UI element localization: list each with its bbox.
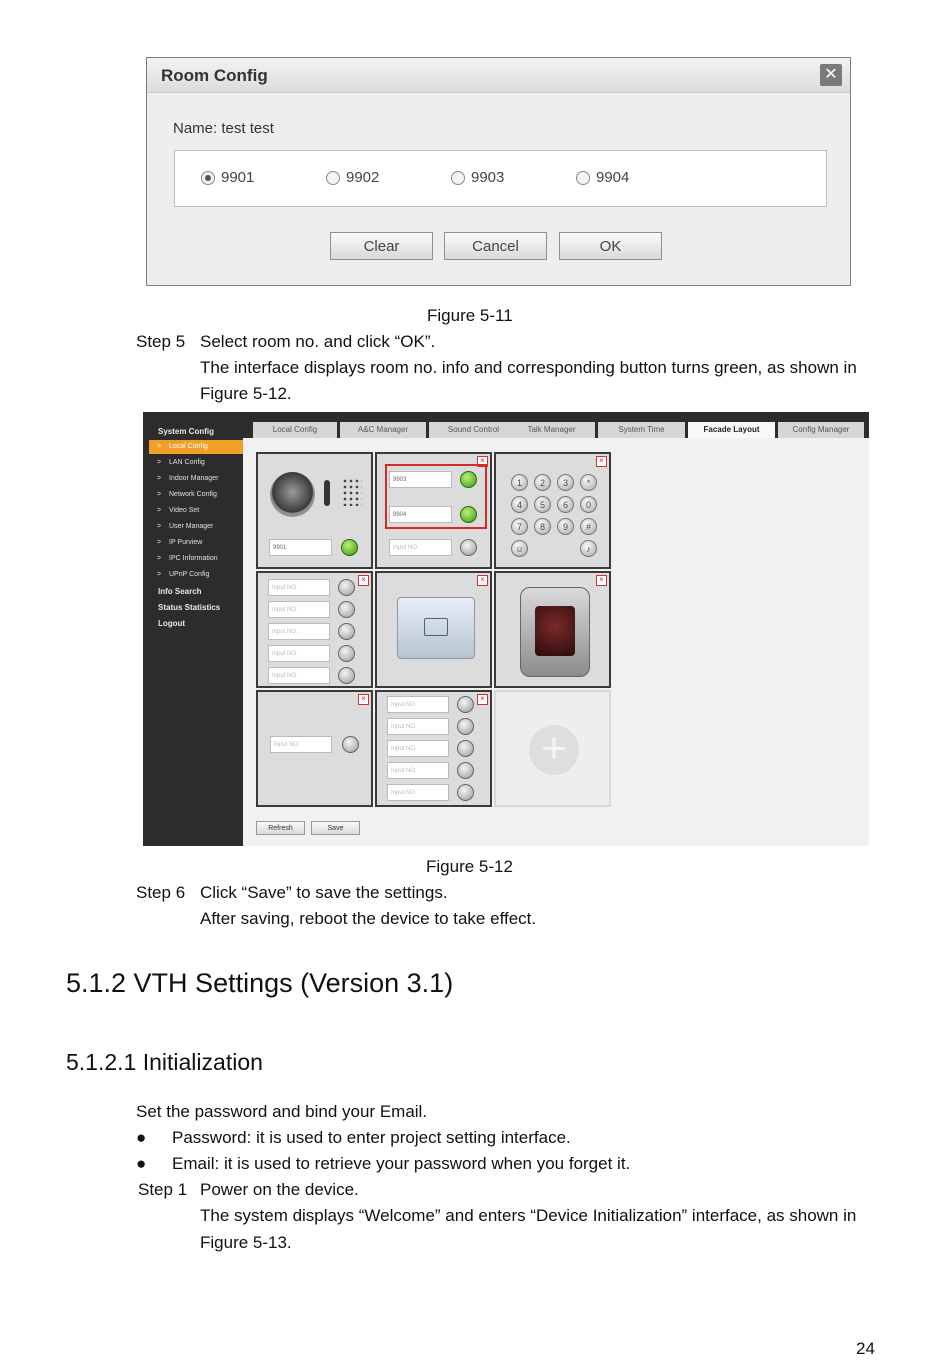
radio-checked-icon: [201, 171, 215, 185]
call-button[interactable]: [460, 539, 477, 556]
room-number-input[interactable]: Input NO.: [387, 718, 449, 735]
button-module-9[interactable]: [375, 690, 492, 807]
room-number-input[interactable]: Input NO.: [389, 539, 452, 556]
keypad-key: #: [580, 518, 597, 535]
radio-unchecked-icon: [326, 171, 340, 185]
close-icon[interactable]: ✕: [820, 64, 842, 86]
remove-icon[interactable]: ×: [477, 575, 488, 586]
step-text: Figure 5-12.: [200, 384, 292, 403]
keypad-key: 9: [557, 518, 574, 535]
tab-facade-layout[interactable]: Facade Layout: [688, 422, 775, 438]
remove-icon[interactable]: ×: [596, 456, 607, 467]
tab-ac-manager[interactable]: A&C Manager: [340, 422, 426, 438]
room-radio-label: 9903: [471, 169, 505, 186]
dialog-title: Room Config: [161, 66, 268, 85]
section-heading: 5.1.2 VTH Settings (Version 3.1): [66, 968, 454, 998]
sidebar-item-upnp-config[interactable]: > UPnP Config: [149, 568, 243, 582]
dialog-header: [147, 58, 850, 93]
keypad-key: 5: [534, 496, 551, 513]
sidebar-item-ip-purview[interactable]: > IP Purview: [149, 536, 243, 550]
room-number-input[interactable]: Input NO.: [268, 645, 330, 662]
name-label: Name: test test: [173, 120, 274, 137]
refresh-button[interactable]: Refresh: [256, 821, 305, 835]
step-label: Step 5: [136, 332, 186, 351]
room-radio-label: 9902: [346, 169, 380, 186]
tab-system-time[interactable]: System Time: [598, 422, 685, 438]
step-text: The interface displays room no. info and corresponding button turns green, as shown in: [200, 358, 857, 377]
bullet-icon: ●: [136, 1154, 147, 1173]
speaker-grille-icon: [342, 478, 362, 506]
call-button[interactable]: [338, 601, 355, 618]
room-number-input[interactable]: Input NO.: [268, 623, 330, 640]
fingerprint-reader-icon: [520, 587, 590, 677]
keypad-module[interactable]: [494, 452, 611, 569]
tab-talk-manager[interactable]: Talk Manager: [508, 422, 595, 438]
call-button[interactable]: [457, 740, 474, 757]
save-button[interactable]: Save: [311, 821, 360, 835]
room-number-input[interactable]: 9903: [389, 471, 452, 488]
tab-sound-control[interactable]: Sound Control: [429, 422, 518, 438]
keypad-key: 8: [534, 518, 551, 535]
user-icon: ☺: [511, 540, 528, 557]
step-text: The system displays “Welcome” and enters “Device Initialization” interface, as shown in: [200, 1206, 857, 1225]
call-button[interactable]: [338, 623, 355, 640]
call-button[interactable]: [460, 506, 477, 523]
room-radio-group: [174, 150, 827, 207]
subsection-heading: 5.1.2.1 Initialization: [66, 1049, 263, 1075]
remove-icon[interactable]: ×: [477, 456, 488, 467]
figure-caption: Figure 5-11: [427, 306, 513, 325]
tab-local-config[interactable]: Local Config: [253, 422, 337, 438]
keypad-key: 7: [511, 518, 528, 535]
step-text: Click “Save” to save the settings.: [200, 883, 448, 902]
keypad-key: 0: [580, 496, 597, 513]
room-radio-label: 9904: [596, 169, 630, 186]
button-module-8[interactable]: [256, 690, 373, 807]
card-icon: [424, 618, 448, 636]
step-text: After saving, reboot the device to take effect.: [200, 909, 537, 928]
keypad-key: 6: [557, 496, 574, 513]
sidebar-group-info-search[interactable]: Info Search: [158, 587, 202, 596]
remove-icon[interactable]: ×: [477, 694, 488, 705]
sidebar-group-logout[interactable]: Logout: [158, 619, 186, 628]
step-label: Step 1: [138, 1180, 188, 1199]
sidebar-item-user-manager[interactable]: > User Manager: [149, 520, 243, 534]
call-button[interactable]: [338, 579, 355, 596]
sidebar-item-ipc-information[interactable]: > IPC Information: [149, 552, 243, 566]
clear-button[interactable]: Clear: [330, 232, 433, 260]
tab-config-manager[interactable]: Config Manager: [778, 422, 864, 438]
keypad-key: 3: [557, 474, 574, 491]
room-number-input[interactable]: Input NO.: [268, 667, 330, 684]
radio-unchecked-icon: [576, 171, 590, 185]
call-button[interactable]: [457, 762, 474, 779]
ok-button[interactable]: OK: [559, 232, 662, 260]
sidebar-item-indoor-manager[interactable]: > Indoor Manager: [149, 472, 243, 486]
room-number-input[interactable]: 9904: [389, 506, 452, 523]
room-radio-9901[interactable]: [201, 169, 254, 186]
fingerprint-module[interactable]: [494, 571, 611, 688]
call-button[interactable]: [342, 736, 359, 753]
bullet-text: Password: it is used to enter project setting interface.: [172, 1128, 571, 1147]
keypad-key: 2: [534, 474, 551, 491]
step-text: Select room no. and click “OK”.: [200, 332, 436, 351]
step-text: Figure 5-13.: [200, 1233, 292, 1252]
button-module-5[interactable]: [256, 571, 373, 688]
call-button[interactable]: [338, 645, 355, 662]
room-number-input[interactable]: Input NO.: [387, 740, 449, 757]
room-number-input[interactable]: Input NO.: [270, 736, 332, 753]
call-button[interactable]: [457, 696, 474, 713]
room-number-input[interactable]: Input NO.: [387, 784, 449, 801]
room-number-input[interactable]: Input NO.: [268, 579, 330, 596]
room-radio-9903[interactable]: [451, 169, 504, 186]
figure-caption: Figure 5-12: [426, 857, 513, 876]
room-radio-9902[interactable]: [326, 169, 379, 186]
call-button[interactable]: [457, 718, 474, 735]
sidebar: [143, 412, 243, 846]
call-button[interactable]: [338, 667, 355, 684]
call-button[interactable]: [457, 784, 474, 801]
room-number-input[interactable]: Input NO.: [268, 601, 330, 618]
room-config-dialog: [146, 57, 851, 286]
room-number-input[interactable]: 9901: [269, 539, 332, 556]
fingerprint-sensor-icon: [535, 606, 575, 656]
bullet-icon: ●: [136, 1128, 147, 1147]
sidebar-item-lan-config[interactable]: > LAN Config: [149, 456, 243, 470]
room-radio-label: 9901: [221, 169, 255, 186]
cancel-button[interactable]: Cancel: [444, 232, 547, 260]
keypad-key: *: [580, 474, 597, 491]
sidebar-group-status-statistics[interactable]: Status Statistics: [158, 603, 221, 612]
plus-icon[interactable]: +: [529, 725, 579, 775]
step-label: Step 6: [136, 883, 186, 902]
page-number: 24: [856, 1339, 875, 1358]
card-reader-module[interactable]: [375, 571, 492, 688]
step-text: Power on the device.: [200, 1180, 359, 1199]
sidebar-item-video-set[interactable]: > Video Set: [149, 504, 243, 518]
card-reader-icon: [397, 597, 475, 659]
room-radio-9904[interactable]: [576, 169, 629, 186]
remove-icon[interactable]: ×: [358, 694, 369, 705]
facade-layout-screenshot: [143, 412, 869, 846]
call-button[interactable]: [460, 471, 477, 488]
call-button[interactable]: [341, 539, 358, 556]
remove-icon[interactable]: ×: [358, 575, 369, 586]
camera-lens-icon: [270, 472, 315, 517]
sidebar-item-network-config[interactable]: > Network Config: [149, 488, 243, 502]
light-sensor-icon: [324, 480, 330, 506]
paragraph: Set the password and bind your Email.: [136, 1102, 428, 1121]
remove-icon[interactable]: ×: [596, 575, 607, 586]
sidebar-group-system-config[interactable]: System Config: [158, 427, 215, 436]
radio-unchecked-icon: [451, 171, 465, 185]
room-number-input[interactable]: Input NO.: [387, 762, 449, 779]
room-number-input[interactable]: Input NO.: [387, 696, 449, 713]
bell-icon: ♪: [580, 540, 597, 557]
bullet-text: Email: it is used to retrieve your password when you forget it.: [172, 1154, 631, 1173]
camera-module[interactable]: [256, 452, 373, 569]
add-module-slot[interactable]: [494, 690, 611, 807]
keypad-key: 1: [511, 474, 528, 491]
keypad-key: 4: [511, 496, 528, 513]
button-module-2[interactable]: [375, 452, 492, 569]
sidebar-item-local-config[interactable]: > Local Config: [149, 440, 243, 454]
